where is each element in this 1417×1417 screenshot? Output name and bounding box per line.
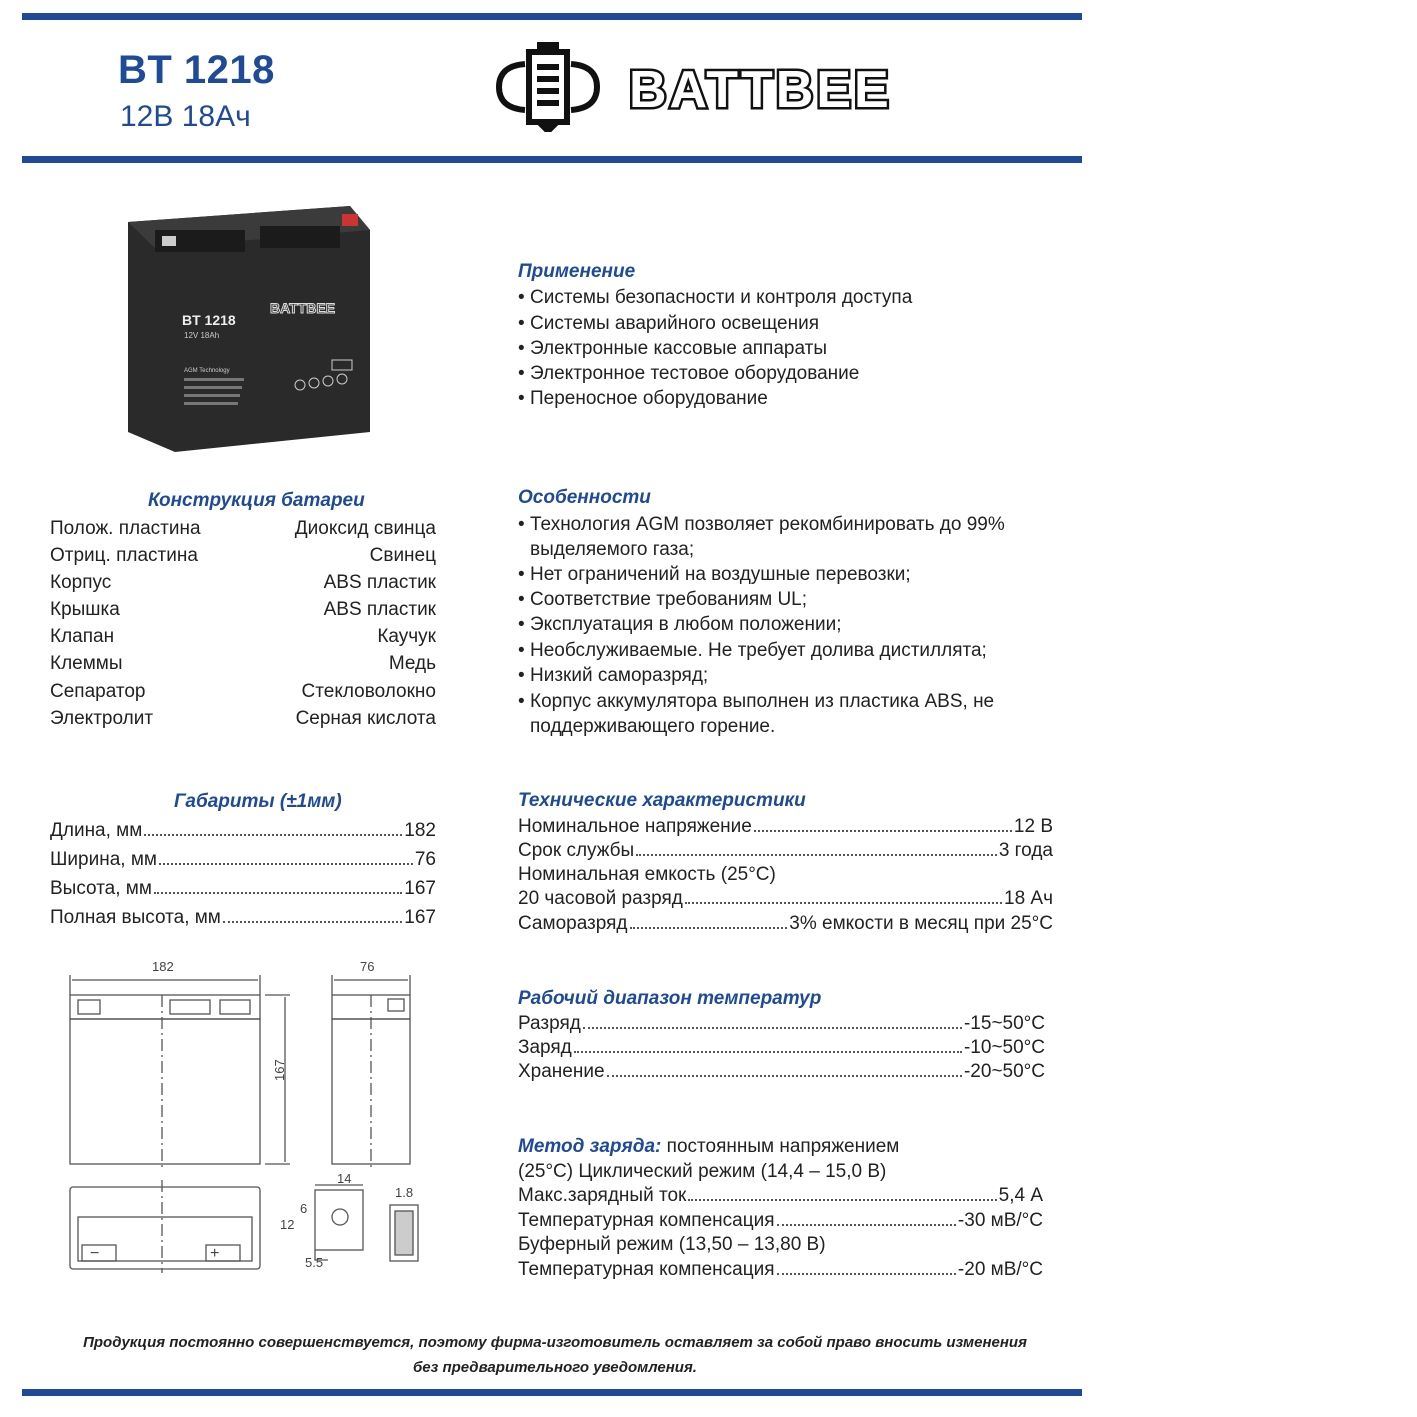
dimension-row: Высота, мм 167 bbox=[50, 878, 436, 899]
application-item: • Системы аварийного освещения bbox=[518, 313, 820, 334]
header-rule bbox=[22, 156, 1082, 163]
feature-item: • Соответствие требованиям UL; bbox=[518, 589, 808, 610]
charge-max-row: Макс.зарядный ток 5,4 А bbox=[518, 1185, 1043, 1206]
tech-capacity-label: Номинальная емкость (25°C) bbox=[518, 864, 776, 885]
dimension-row: Полная высота, мм 167 bbox=[50, 907, 436, 928]
tech-rate-row: 20 часовой разряд 18 Ач bbox=[518, 888, 1053, 909]
svg-text:−: − bbox=[90, 1245, 100, 1262]
bottom-rule bbox=[22, 1389, 1082, 1396]
charge-buffer: Буферный режим (13,50 – 13,80 В) bbox=[518, 1234, 826, 1255]
application-item: • Переносное оборудование bbox=[518, 388, 768, 409]
tech-life-row: Срок службы 3 года bbox=[518, 840, 1053, 861]
feature-item-cont: поддерживающего горение. bbox=[530, 716, 776, 737]
features-title: Особенности bbox=[518, 487, 651, 508]
dimension-row: Длина, мм 182 bbox=[50, 820, 436, 841]
brand-wordmark: BATTBEE bbox=[629, 61, 892, 119]
dimensions-title: Габариты (±1мм) bbox=[174, 791, 342, 812]
svg-text:+: + bbox=[210, 1245, 220, 1262]
footer-line1: Продукция постоянно совершенствуется, поэтому фирма-изготовитель оставляет за собой право вносить изменения bbox=[83, 1334, 1027, 1351]
drawing-length: 182 bbox=[152, 959, 174, 974]
drawing-terminal-6: 6 bbox=[300, 1201, 308, 1216]
feature-item: • Необслуживаемые. Не требует долива дистиллята; bbox=[518, 640, 987, 661]
tech-voltage-row: Номинальное напряжение 12 В bbox=[518, 816, 1053, 837]
tech-selfdischarge-row: Саморазряд 3% емкости в месяц при 25°C bbox=[518, 913, 1053, 934]
construction-row: Клапан Каучук bbox=[50, 626, 436, 647]
temperature-row: Заряд -10~50°C bbox=[518, 1037, 1045, 1058]
application-item: • Электронное тестовое оборудование bbox=[518, 363, 860, 384]
model-title: BT 1218 bbox=[118, 48, 275, 92]
construction-title: Конструкция батареи bbox=[148, 490, 365, 511]
charge-cyclic: (25°C) Циклический режим (14,4 – 15,0 В) bbox=[518, 1161, 887, 1182]
feature-item-cont: выделяемого газа; bbox=[530, 539, 695, 560]
battery-model: BT 1218 bbox=[182, 312, 236, 328]
top-rule bbox=[22, 13, 1082, 20]
application-item: • Системы безопасности и контроля доступа bbox=[518, 287, 913, 308]
temperature-row: Хранение -20~50°C bbox=[518, 1061, 1045, 1082]
model-subtitle: 12В 18Ач bbox=[120, 100, 251, 133]
feature-item: • Корпус аккумулятора выполнен из пластика ABS, не bbox=[518, 691, 995, 712]
construction-row: Отриц. пластина Свинец bbox=[50, 545, 436, 566]
tech-title: Технические характеристики bbox=[518, 790, 806, 811]
construction-row: Клеммы Медь bbox=[50, 653, 436, 674]
bee-battery-icon bbox=[499, 45, 597, 131]
footer-line2: без предварительного уведомления. bbox=[413, 1359, 697, 1376]
charge-title-rest: постоянным напряжением bbox=[666, 1136, 900, 1157]
battery-image bbox=[120, 200, 380, 465]
technical-drawing bbox=[60, 955, 440, 1280]
feature-item: • Технология AGM позволяет рекомбинировать до 99% bbox=[518, 514, 1005, 535]
charge-title: Метод заряда: bbox=[518, 1136, 662, 1157]
construction-row: Корпус ABS пластик bbox=[50, 572, 436, 593]
feature-item: • Нет ограничений на воздушные перевозки; bbox=[518, 564, 911, 585]
construction-row: Полож. пластина Диоксид свинца bbox=[50, 518, 436, 539]
battery-rating: 12V 18Ah bbox=[184, 331, 220, 340]
drawing-terminal-w: 14 bbox=[337, 1171, 352, 1186]
application-item: • Электронные кассовые аппараты bbox=[518, 338, 827, 359]
drawing-width: 76 bbox=[360, 959, 375, 974]
construction-row: Крышка ABS пластик bbox=[50, 599, 436, 620]
drawing-terminal-55: 5.5 bbox=[305, 1255, 324, 1270]
battery-brand: BATTBEE bbox=[270, 300, 336, 316]
brand-logo bbox=[495, 42, 915, 137]
construction-row: Сепаратор Стекловолокно bbox=[50, 681, 436, 702]
drawing-terminal-18: 1.8 bbox=[395, 1185, 414, 1200]
dimension-row: Ширина, мм 76 bbox=[50, 849, 436, 870]
temperature-title: Рабочий диапазон температур bbox=[518, 988, 822, 1009]
construction-row: Электролит Серная кислота bbox=[50, 708, 436, 729]
application-title: Применение bbox=[518, 261, 636, 282]
temperature-row: Разряд -15~50°C bbox=[518, 1013, 1045, 1034]
charge-heading bbox=[518, 1136, 899, 1158]
feature-item: • Эксплуатация в любом положении; bbox=[518, 614, 842, 635]
feature-item: • Низкий саморазряд; bbox=[518, 665, 709, 686]
charge-comp2-row: Температурная компенсация -20 мВ/°С bbox=[518, 1259, 1043, 1280]
drawing-height: 167 bbox=[272, 1059, 287, 1081]
battery-tech: AGM Technology bbox=[184, 368, 230, 374]
charge-comp1-row: Температурная компенсация -30 мВ/°С bbox=[518, 1210, 1043, 1231]
drawing-terminal-h: 12 bbox=[280, 1217, 295, 1232]
